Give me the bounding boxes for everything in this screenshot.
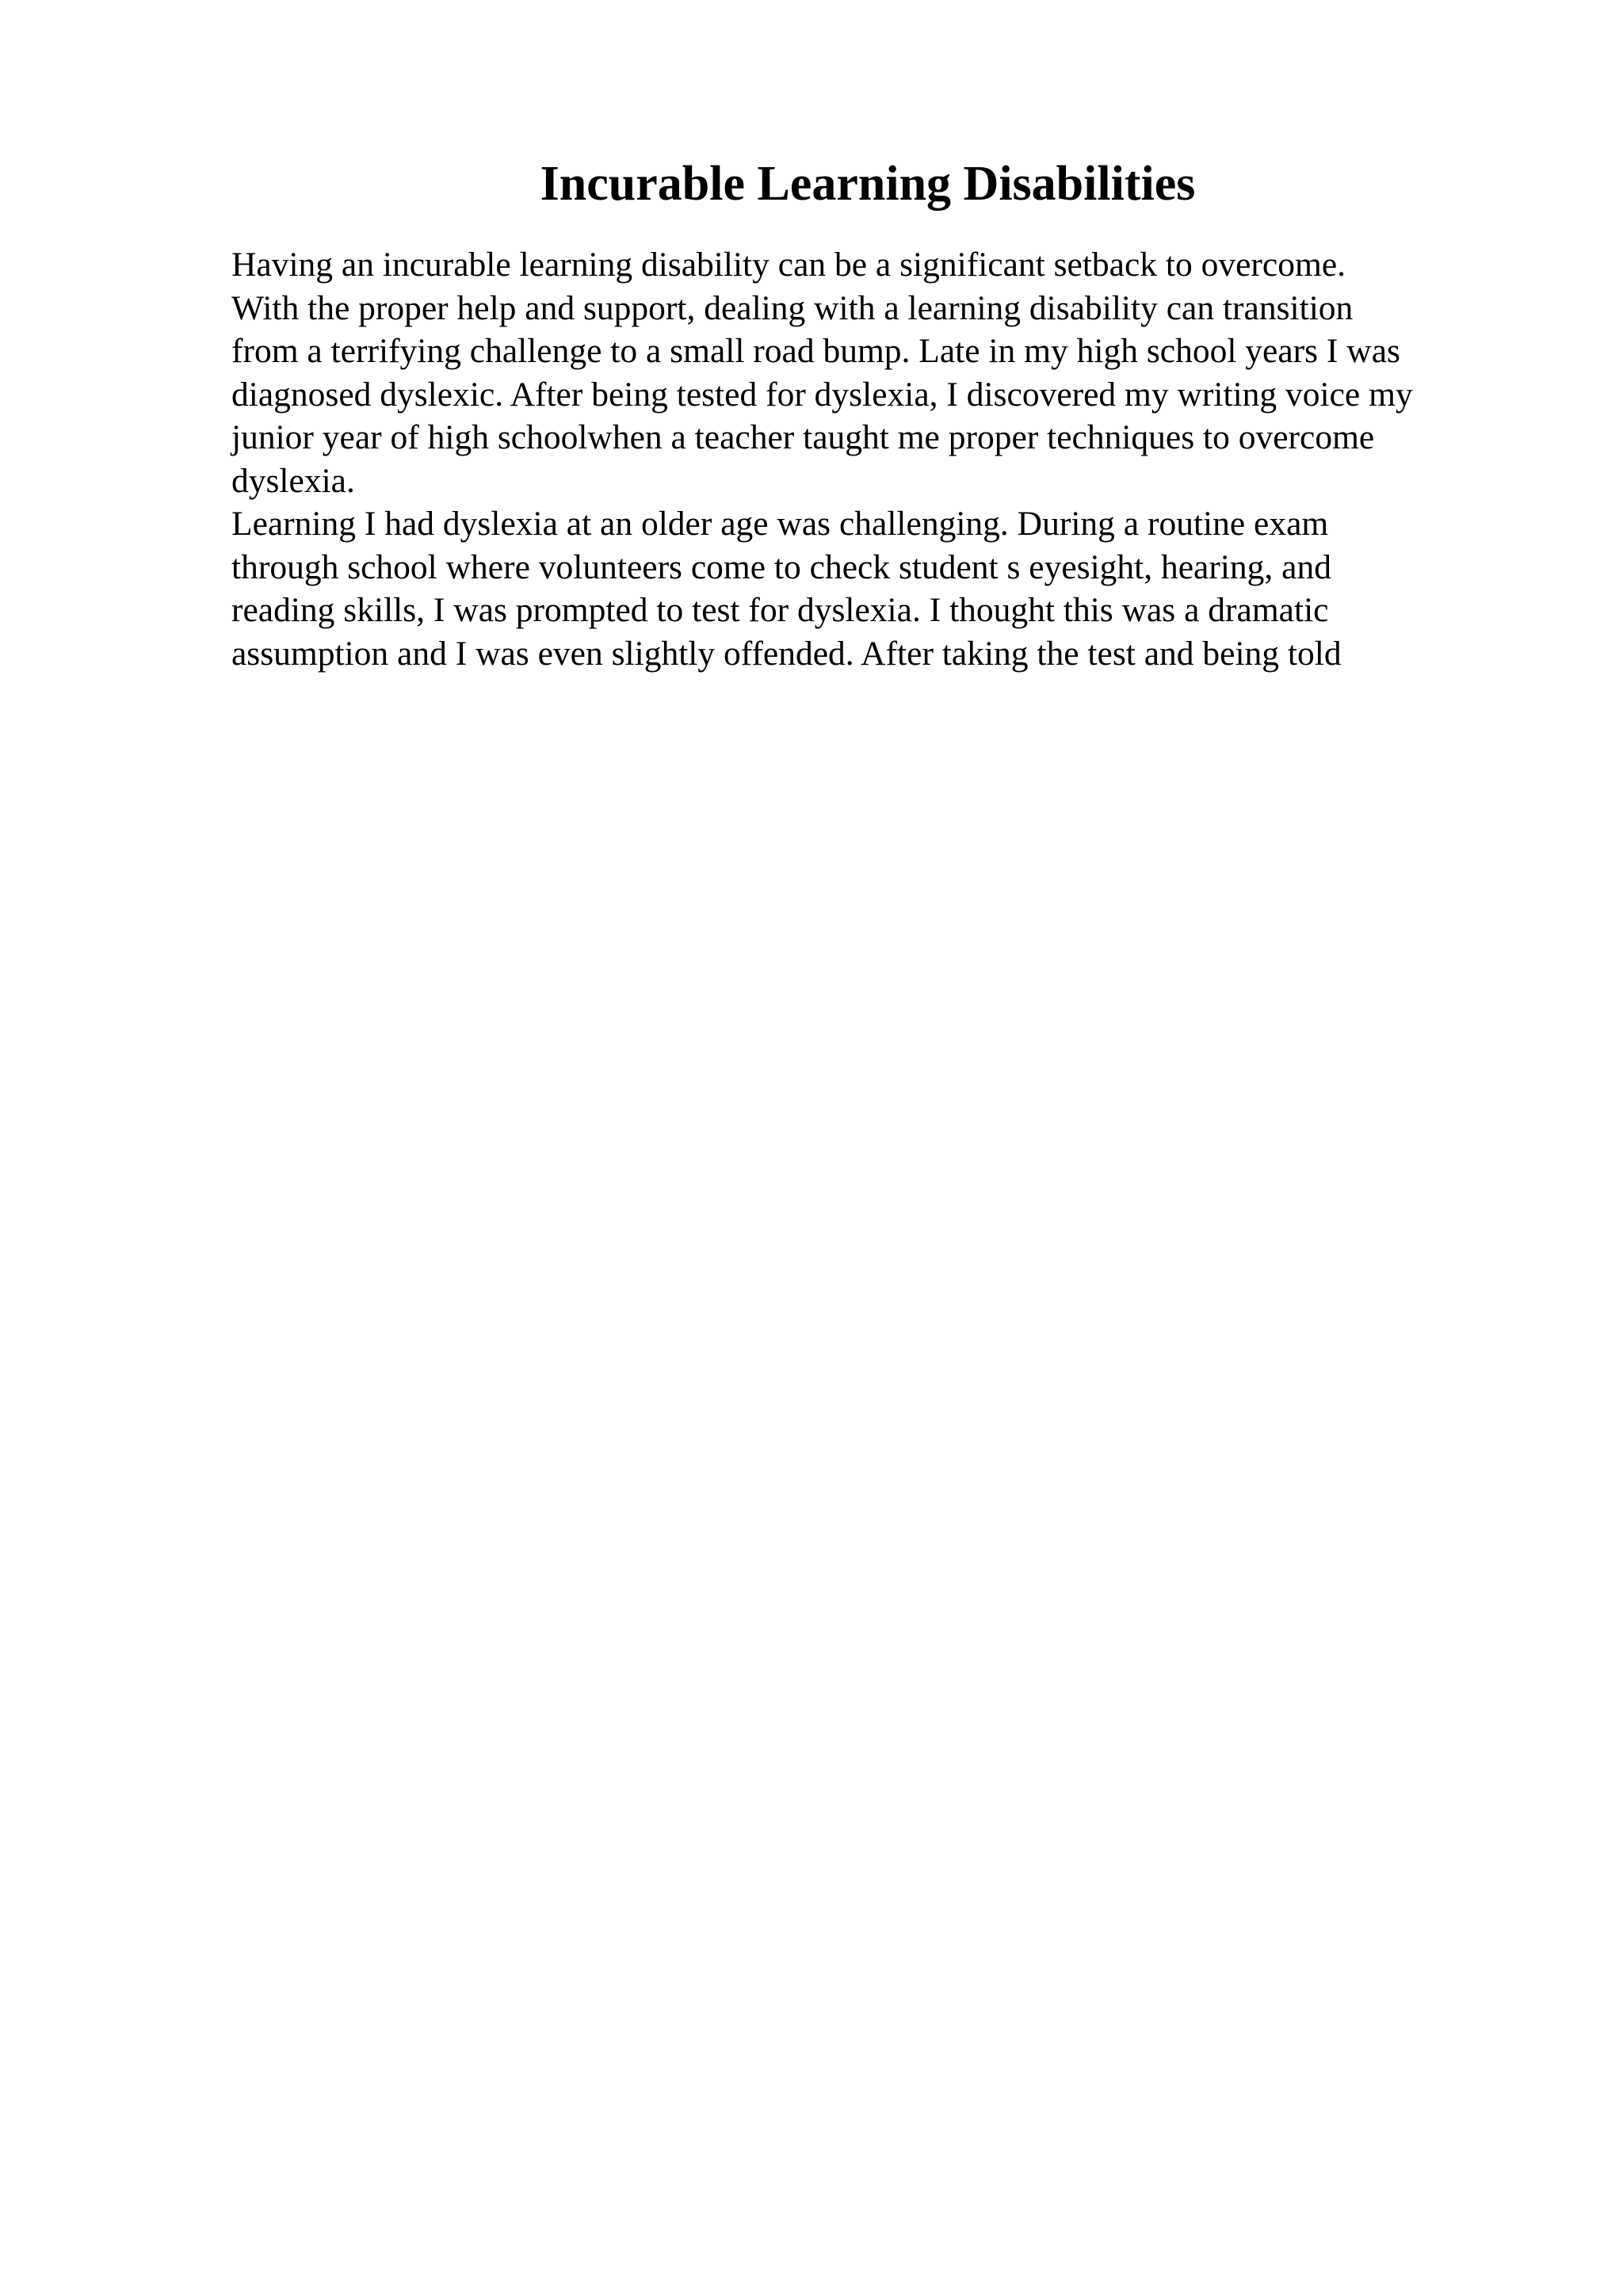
- text-line: dyslexia.: [231, 461, 355, 500]
- text-line: Learning I had dyslexia at an older age was challenging. During a routine exam: [231, 505, 1329, 543]
- text-line: through school where volunteers come to check student s eyesight, hearing, and: [231, 547, 1331, 586]
- text-line: from a terrifying challenge to a small road bump. Late in my high school years I was: [231, 332, 1400, 370]
- text-line: Having an incurable learning disability can be a significant setback to overcome.: [231, 246, 1346, 284]
- paragraph-1: [231, 243, 1531, 502]
- text-line: reading skills, I was prompted to test for dyslexia. I thought this was a dramatic: [231, 591, 1329, 629]
- paragraph-2: [231, 502, 1531, 675]
- text-line: junior year of high schoolwhen a teacher taught me proper techniques to overcome: [231, 418, 1375, 456]
- text-line: With the proper help and support, dealing with a learning disability can transition: [231, 288, 1354, 327]
- document-title: Incurable Learning Disabilities: [540, 157, 1196, 211]
- text-line: assumption and I was even slightly offended. After taking the test and being told: [231, 634, 1342, 673]
- document-body: [231, 243, 1531, 675]
- text-line: diagnosed dyslexic. After being tested for dyslexia, I discovered my writing voice my: [231, 375, 1413, 414]
